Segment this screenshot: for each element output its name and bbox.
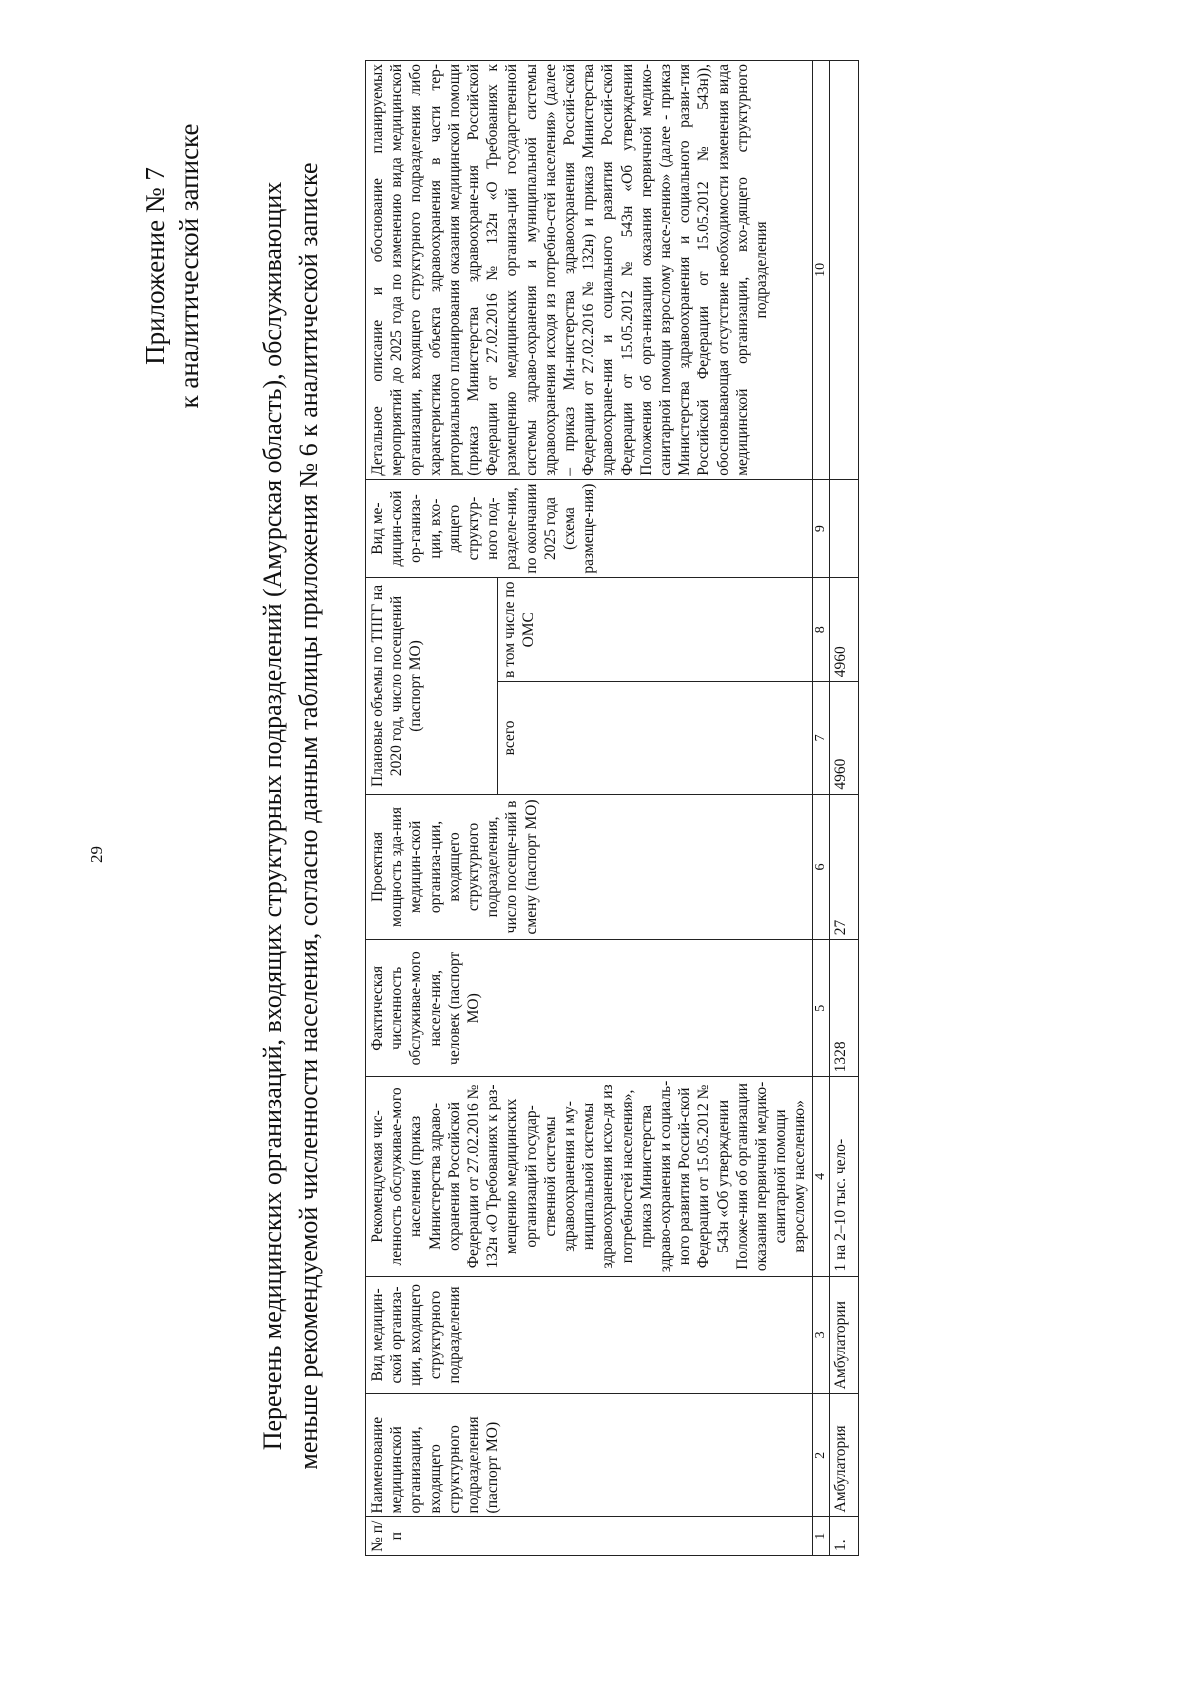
column-number: 10 xyxy=(812,61,829,480)
header-num: № п/п xyxy=(366,1517,813,1556)
document-title-line-2: меньше рекомендуемой численности населения, согласно данным таблицы приложения № 6 к аналитической записке xyxy=(294,162,323,1470)
row-oms-visits: 4960 xyxy=(829,578,858,682)
header-recommended-population: Рекомендуемая чис-ленность обслуживае-мого населения (приказ Министерства здраво-охранения Российской Федерации от 27.02.2016 № 132н «О Требованиях к раз-мещению медицинских организаций государ-ственной системы здравоохранения и му-ниципальной системы здравоохранения исхо-дя из потребностей населения», приказ Министерства здраво-охранения и социаль-ного развития Россий-ской Федерации от 15.05.2012 № 543н «Об утверждении Положе-ния об организации оказания первичной медико-санитарной помощи взрослому населению» xyxy=(366,1077,813,1276)
row-total-visits: 4960 xyxy=(829,682,858,794)
column-number: 5 xyxy=(812,940,829,1077)
appendix-heading xyxy=(138,56,206,476)
row-org-kind: Амбулатории xyxy=(829,1276,858,1394)
column-number: 8 xyxy=(812,578,829,682)
header-actual-population: Фактическая численность обслуживае-мого населе-ния, человек (паспорт МО) xyxy=(366,940,813,1077)
document-title xyxy=(255,101,327,1531)
appendix-line-2: к аналитической записке xyxy=(174,123,204,409)
header-total: всего xyxy=(497,682,812,794)
row-org-name: Амбулатория xyxy=(829,1394,858,1517)
column-number: 2 xyxy=(812,1394,829,1517)
column-number: 7 xyxy=(812,682,829,794)
row-num: 1. xyxy=(829,1517,858,1556)
row-design-capacity: 27 xyxy=(829,794,858,940)
header-kind-2025: Вид ме-дицин-ской ор-ганиза-ции, вхо-дящего структур-ного под-разделе-ния, по окончании 2025 года (схема размеще-ния) xyxy=(366,479,813,578)
header-row xyxy=(366,61,498,1556)
row-description xyxy=(829,61,858,480)
column-number: 3 xyxy=(812,1276,829,1394)
organizations-table-wrapper xyxy=(365,60,859,1556)
header-org-name: Наименование медицинской организации, входящего структурного подразделения (паспорт МО) xyxy=(366,1394,813,1517)
header-planned-volumes: Плановые объемы по ТПГГ на 2020 год, число посещений (паспорт МО) xyxy=(366,578,498,794)
column-number: 4 xyxy=(812,1077,829,1276)
header-description: Детальное описание и обоснование планируемых мероприятий до 2025 года по изменению вида медицинской организации, входящего структурного подразделения либо характеристика объекта здравоохранения в части тер-риториального планирования оказания медицинской помощи (приказ Министерства здравоохране-ния Российской Федерации от 27.02.2016 № 132н «О Требованиях к размещению медицинских организа-ций государственной системы здраво-охранения и муниципальной системы здравоохранения исходя из потребно-стей населения» (далее – приказ Ми-нистерства здравоохранения Россий-ской Федерации от 27.02.2016 № 132н) и приказ Министерства здравоохране-ния и социального развития Россий-ской Федерации от 15.05.2012 № 543н «Об утверждении Положения об орга-низации оказания первичной медико-санитарной помощи взрослому насе-лению» (далее - приказ Министерства здравоохранения и социального разви-тия Российской Федерации от 15.05.2012 № 543н)), обосновывающая отсутствие необходимости изменения вида медицинской организации, вхо-дящего структурного подразделения xyxy=(366,61,813,480)
column-number: 1 xyxy=(812,1517,829,1556)
row-actual-population: 1328 xyxy=(829,940,858,1077)
row-recommended-population: 1 на 2–10 тыс. чело- xyxy=(829,1077,858,1276)
appendix-line-1: Приложение № 7 xyxy=(140,167,170,365)
column-number-row xyxy=(812,61,829,1556)
document-title-line-1: Перечень медицинских организаций, входящих структурных подразделений (Амурская область), обслуживающих xyxy=(258,181,287,1451)
header-oms: в том числе по ОМС xyxy=(497,578,812,682)
column-number: 9 xyxy=(812,479,829,578)
organizations-table xyxy=(365,60,859,1556)
page-number: 29 xyxy=(87,846,106,863)
table-row xyxy=(829,61,858,1556)
header-org-kind: Вид медицин-ской организа-ции, входящего структурного подразделения xyxy=(366,1276,813,1394)
row-kind-2025 xyxy=(829,479,858,578)
column-number: 6 xyxy=(812,794,829,940)
header-design-capacity: Проектная мощность зда-ния медицин-ской организа-ции, входящего структурного подразделения, число посеще-ний в смену (паспорт МО) xyxy=(366,794,813,940)
